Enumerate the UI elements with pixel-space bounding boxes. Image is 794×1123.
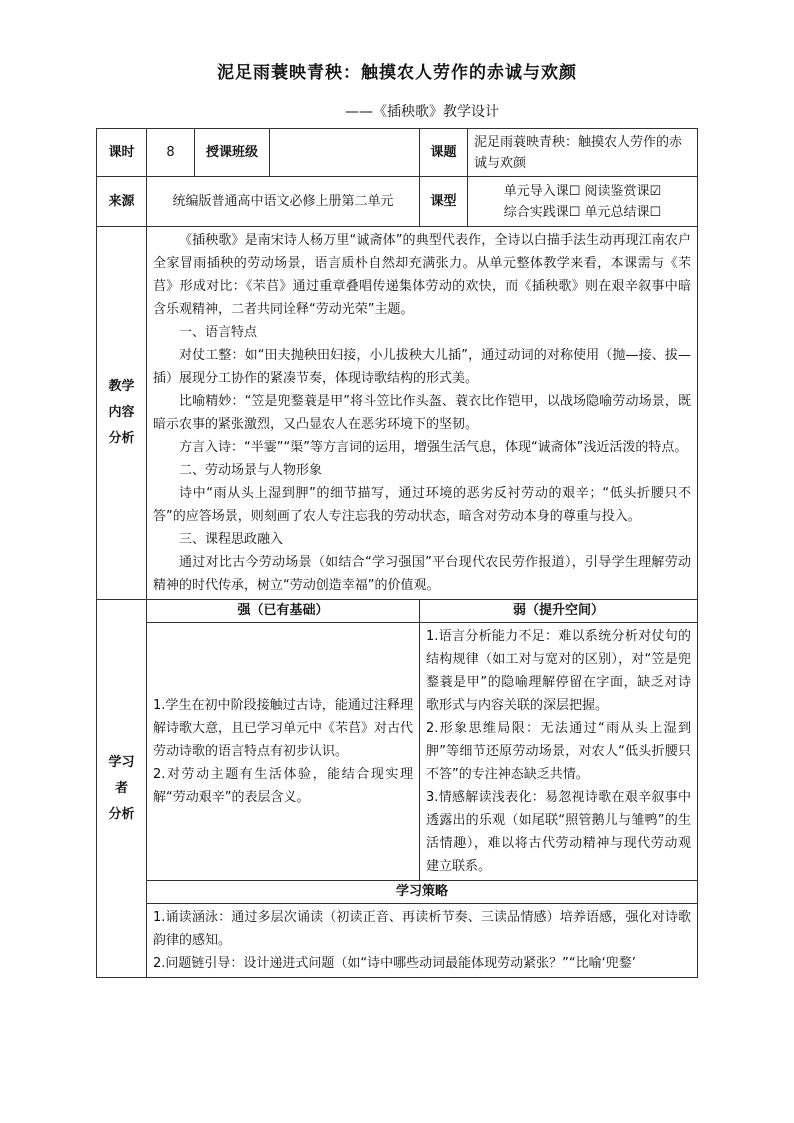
label-type: 课型 xyxy=(420,177,468,227)
content-analysis-label xyxy=(97,227,147,600)
document-subtitle: ——《插秧歌》教学设计 xyxy=(345,104,499,120)
weak-item: 2.形象思维局限：无法通过“雨从头上湿到胛”等细节还原劳动场景，对农人“低头折腰只不答”的专注神态缺乏共情。 xyxy=(426,721,691,782)
type-options-line-1: 单元导入课☐ 阅读鉴赏课☑ xyxy=(503,183,662,199)
strategy-item: 2.问题链引导：设计递进式问题（如“诗中哪些动词最能体现劳动紧张？”“比喻‘兜鍪’ xyxy=(153,956,636,971)
lesson-value: 8 xyxy=(147,129,195,177)
weak-header: 弱（提升空间） xyxy=(420,600,698,623)
label-source: 来源 xyxy=(97,177,147,227)
learner-body-row xyxy=(97,623,698,881)
content-heading-labor: 二、劳动场景与人物形象 xyxy=(179,463,323,478)
content-analysis-label-1: 教学 xyxy=(108,379,135,394)
content-paragraph: 对仗工整：如“田夫抛秧田妇接，小儿拔秧大儿插”，通过动词的对称使用（抛—接、拔—插）展现分工协作的紧凑节奏，体现诗歌结构的形式美。 xyxy=(153,348,691,386)
label-class: 授课班级 xyxy=(195,129,270,177)
document-title: 泥足雨蓑映青秧：触摸农人劳作的赤诚与欢颜 xyxy=(217,63,577,83)
label-lesson: 课时 xyxy=(97,129,147,177)
label-topic: 课题 xyxy=(420,129,468,177)
header-row-2 xyxy=(97,177,698,227)
source-value: 统编版普通高中语文必修上册第二单元 xyxy=(147,177,420,227)
content-analysis-row xyxy=(97,227,698,600)
strong-header: 强（已有基础） xyxy=(147,600,420,623)
lesson-plan-table xyxy=(96,128,698,978)
header-row-1 xyxy=(97,129,698,177)
content-paragraph: 《插秧歌》是南宋诗人杨万里“诚斋体”的典型代表作，全诗以白描手法生动再现江南农户全家冒雨插秧的劳动场景，语言质朴自然却充满张力。从单元整体教学来看，本课需与《芣苢》形成对比：《芣苢》通过重章叠唱传递集体劳动的欢快，而《插秧歌》则在艰辛叙事中暗含乐观精神，二者共同诠释“劳动光荣”主题。 xyxy=(153,233,691,317)
weak-item: 3.情感解读浅表化：易忽视诗歌在艰辛叙事中透露出的乐观（如尾联“照管鹅儿与雏鸭”的生活情趣），难以将古代劳动精神与现代劳动观建立联系。 xyxy=(426,790,691,874)
content-heading-ideology: 三、课程思政融入 xyxy=(179,532,284,547)
strategy-items xyxy=(147,904,698,978)
content-paragraph: 通过对比古今劳动场景（如结合“学习强国”平台现代农民劳作报道），引导学生理解劳动精神的时代传承，树立“劳动创造幸福”的价值观。 xyxy=(153,555,691,593)
content-heading-language: 一、语言特点 xyxy=(179,325,258,340)
topic-value: 泥足雨蓑映青秧：触摸农人劳作的赤诚与欢颜 xyxy=(468,129,698,177)
strong-item: 2.对劳动主题有生活体验，能结合现实理解“劳动艰辛”的表层含义。 xyxy=(153,767,413,805)
strong-items xyxy=(147,623,420,881)
learner-label-3: 分析 xyxy=(108,806,135,822)
learner-analysis-label xyxy=(97,600,147,978)
content-analysis-label-2: 内容 xyxy=(108,405,135,420)
weak-items xyxy=(420,623,698,881)
learner-label-1: 学习 xyxy=(108,754,135,770)
type-options xyxy=(468,177,698,227)
strategy-item: 1.诵读涵泳：通过多层次诵读（初读正音、再读析节奏、三读品情感）培养语感，强化对诗歌韵律的感知。 xyxy=(153,910,691,948)
strategy-body-row xyxy=(97,904,698,978)
content-analysis-body xyxy=(147,227,698,600)
learner-label-2: 者 xyxy=(114,780,128,796)
learner-header-row xyxy=(97,600,698,623)
strong-item: 1.学生在初中阶段接触过古诗，能通过注释理解诗歌大意，且已学习单元中《芣苢》对古代劳动诗歌的语言特点有初步认识。 xyxy=(153,698,414,759)
content-analysis-label-3: 分析 xyxy=(108,431,135,446)
content-paragraph: 方言入诗：“半霎”“渠”等方言词的运用，增强生活气息，体现“诚斋体”浅近活泼的特点。 xyxy=(179,440,688,455)
type-options-line-2: 综合实践课☐ 单元总结课☐ xyxy=(503,204,662,220)
content-paragraph: 比喻精妙：“笠是兜鍪蓑是甲”将斗笠比作头盔、蓑衣比作铠甲，以战场隐喻劳动场景，既暗示农事的紧张激烈，又凸显农人在恶劣环境下的坚韧。 xyxy=(153,394,691,432)
class-value xyxy=(270,129,420,177)
weak-item: 1.语言分析能力不足：难以系统分析对仗句的结构规律（如工对与宽对的区别），对“笠是兜鍪蓑是甲”的隐喻理解停留在字面，缺乏对诗歌形式与内容关联的深层把握。 xyxy=(426,629,691,713)
content-paragraph: 诗中“雨从头上湿到胛”的细节描写，通过环境的恶劣反衬劳动的艰辛；“低头折腰只不答”的应答场景，则刻画了农人专注忘我的劳动状态，暗含对劳动本身的尊重与投入。 xyxy=(153,486,691,524)
strategy-header-row xyxy=(97,881,698,904)
strategy-header: 学习策略 xyxy=(147,881,698,904)
